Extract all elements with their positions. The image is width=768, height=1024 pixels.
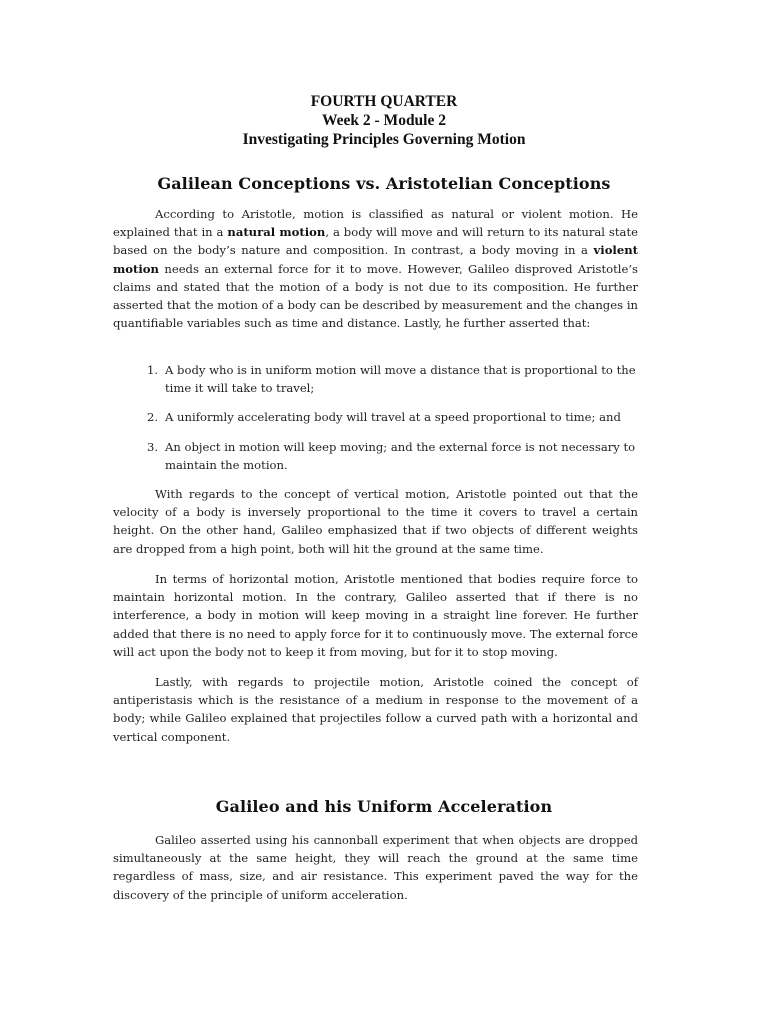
galileo-assertions-list	[147, 361, 639, 474]
vertical-motion-paragraph	[113, 485, 638, 558]
intro-text-part2: , a body will move and will return to its natural state based on the body’s nature and composition. In contrast, a body moving in a	[113, 225, 638, 258]
module-header	[0, 92, 768, 149]
list-item-number: 1.	[147, 363, 159, 377]
list-item	[147, 361, 639, 397]
list-item	[147, 438, 639, 474]
list-item-number: 2.	[147, 410, 159, 425]
uniform-acceleration-text: Galileo asserted using his cannonball experiment that when objects are dropped simultaneously at the same height, they will reach the ground at the same time regardless of mass, size, and air resistance. This experiment paved the way for the discovery of the principle of uniform acceleration.	[113, 833, 638, 902]
intro-paragraph	[113, 205, 638, 332]
violent-motion-term: violent motion	[113, 243, 638, 276]
uniform-acceleration-paragraph	[113, 831, 638, 904]
list-item	[147, 408, 639, 426]
list-item-text: A uniformly accelerating body will travel at a speed proportional to time; and	[165, 410, 621, 425]
intro-text-part1: According to Aristotle, motion is classified as natural or violent motion. He explained that in a	[113, 207, 638, 240]
horizontal-motion-paragraph	[113, 570, 638, 661]
intro-text	[113, 205, 638, 332]
intro-text-part3: needs an external force for it to move. However, Galileo disproved Aristotle’s claims and stated that the motion of a body is not due to its composition. He further asserted that the motion of a body can be described by measurement and the changes in quantifiable variables such as time and distance. Lastly, he further asserted that:	[113, 261, 638, 331]
vertical-motion-text: With regards to the concept of vertical motion, Aristotle pointed out that the velocity of a body is inversely proportional to the time it covers to travel a certain height. On the other hand, Galileo emphasized that if two objects of different weights are dropped from a high point, both will hit the ground at the same time.	[113, 487, 638, 556]
horizontal-motion-text: In terms of horizontal motion, Aristotle mentioned that bodies require force to maintain horizontal motion. In the contrary, Galileo asserted that if there is no interference, a body in motion will keep moving in a straight line forever. He further added that there is no need to apply force for it to continuously move. The external force will act upon the body not to keep it from moving, but for it to stop moving.	[113, 572, 638, 659]
natural-motion-term: natural motion	[227, 225, 326, 240]
week-module-heading: Week 2 - Module 2	[322, 112, 446, 129]
list-item-text: A body who is in uniform motion will move a distance that is proportional to the time it will take to travel;	[165, 363, 636, 396]
projectile-motion-paragraph	[113, 673, 638, 746]
projectile-motion-text: Lastly, with regards to projectile motion, Aristotle coined the concept of antiperistasis which is the resistance of a medium in response to the movement of a body; while Galileo explained that projectiles follow a curved path with a horizontal and vertical component.	[113, 675, 638, 744]
quarter-heading: FOURTH QUARTER	[310, 93, 458, 110]
section-title-conceptions: Galilean Conceptions vs. Aristotelian Conceptions	[157, 174, 611, 193]
topic-heading: Investigating Principles Governing Motion	[242, 131, 526, 148]
section-title-uniform-acceleration: Galileo and his Uniform Acceleration	[215, 797, 553, 816]
list-item-text: An object in motion will keep moving; and the external force is not necessary to maintain the motion.	[165, 439, 636, 472]
list-item-number: 3.	[147, 439, 159, 454]
